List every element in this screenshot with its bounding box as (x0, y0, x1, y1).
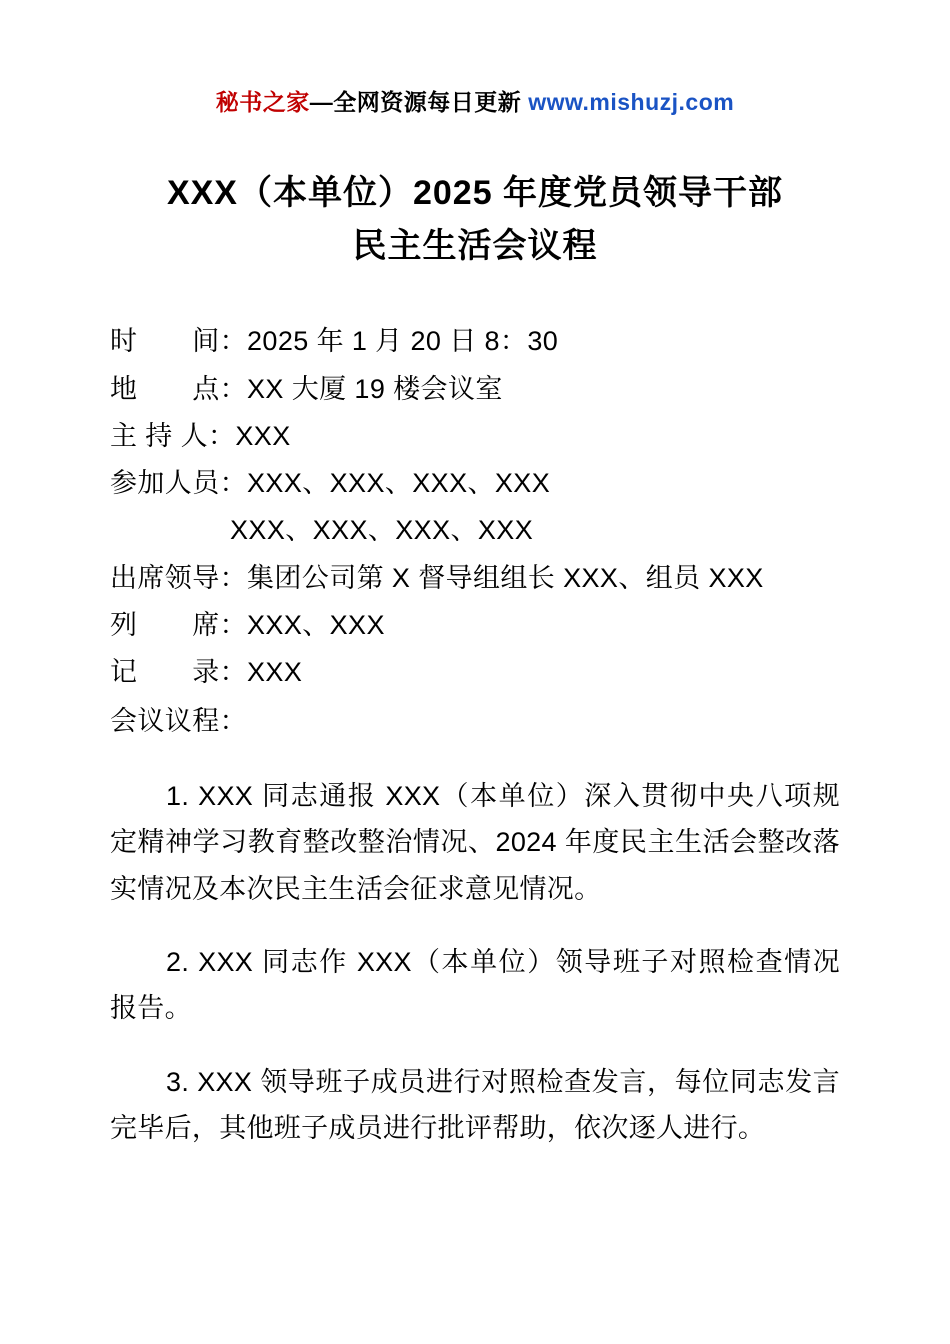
agenda-item: 1. XXX 同志通报 XXX（本单位）深入贯彻中央八项规定精神学习教育整改整治情况、2024 年度民主生活会整改落实情况及本次民主生活会征求意见情况。 (110, 780, 840, 904)
site-url[interactable]: www.mishuzj.com (528, 89, 735, 115)
meta-row-host: 主 持 人：XXX (110, 420, 291, 451)
meta-row-participants: 参加人员：XXX、XXX、XXX、XXX (110, 468, 551, 499)
page-title-line-1: XXX（本单位）2025 年度党员领导干部 (166, 174, 784, 212)
meta-row-time: 时 间：2025 年 1 月 20 日 8：30 (110, 326, 559, 357)
agenda-list (110, 773, 840, 1152)
page-title-line-2: 民主生活会议程 (352, 226, 598, 265)
meta-row-place: 地 点：XX 大厦 19 楼会议室 (110, 373, 503, 404)
site-watermark-header (110, 0, 840, 117)
agenda-item: 2. XXX 同志作 XXX（本单位）领导班子对照检查情况报告。 (110, 946, 840, 1024)
agenda-label: 会议议程： (110, 706, 247, 737)
meta-row-attending-leaders: 出席领导：集团公司第 X 督导组组长 XXX、组员 XXX (110, 562, 764, 593)
meta-row-observers: 列 席：XXX、XXX (110, 609, 385, 640)
page-title (110, 167, 840, 272)
agenda-item: 3. XXX 领导班子成员进行对照检查发言，每位同志发言完毕后，其他班子成员进行批评帮助，依次逐人进行。 (110, 1066, 840, 1144)
meta-row-participants-continued: XXX、XXX、XXX、XXX (230, 515, 534, 546)
meta-row-recorder: 记 录：XXX (110, 657, 303, 688)
site-brand: 秘书之家 (215, 89, 310, 115)
site-tagline: —全网资源每日更新 (309, 89, 522, 115)
meeting-meta-block (110, 318, 840, 696)
